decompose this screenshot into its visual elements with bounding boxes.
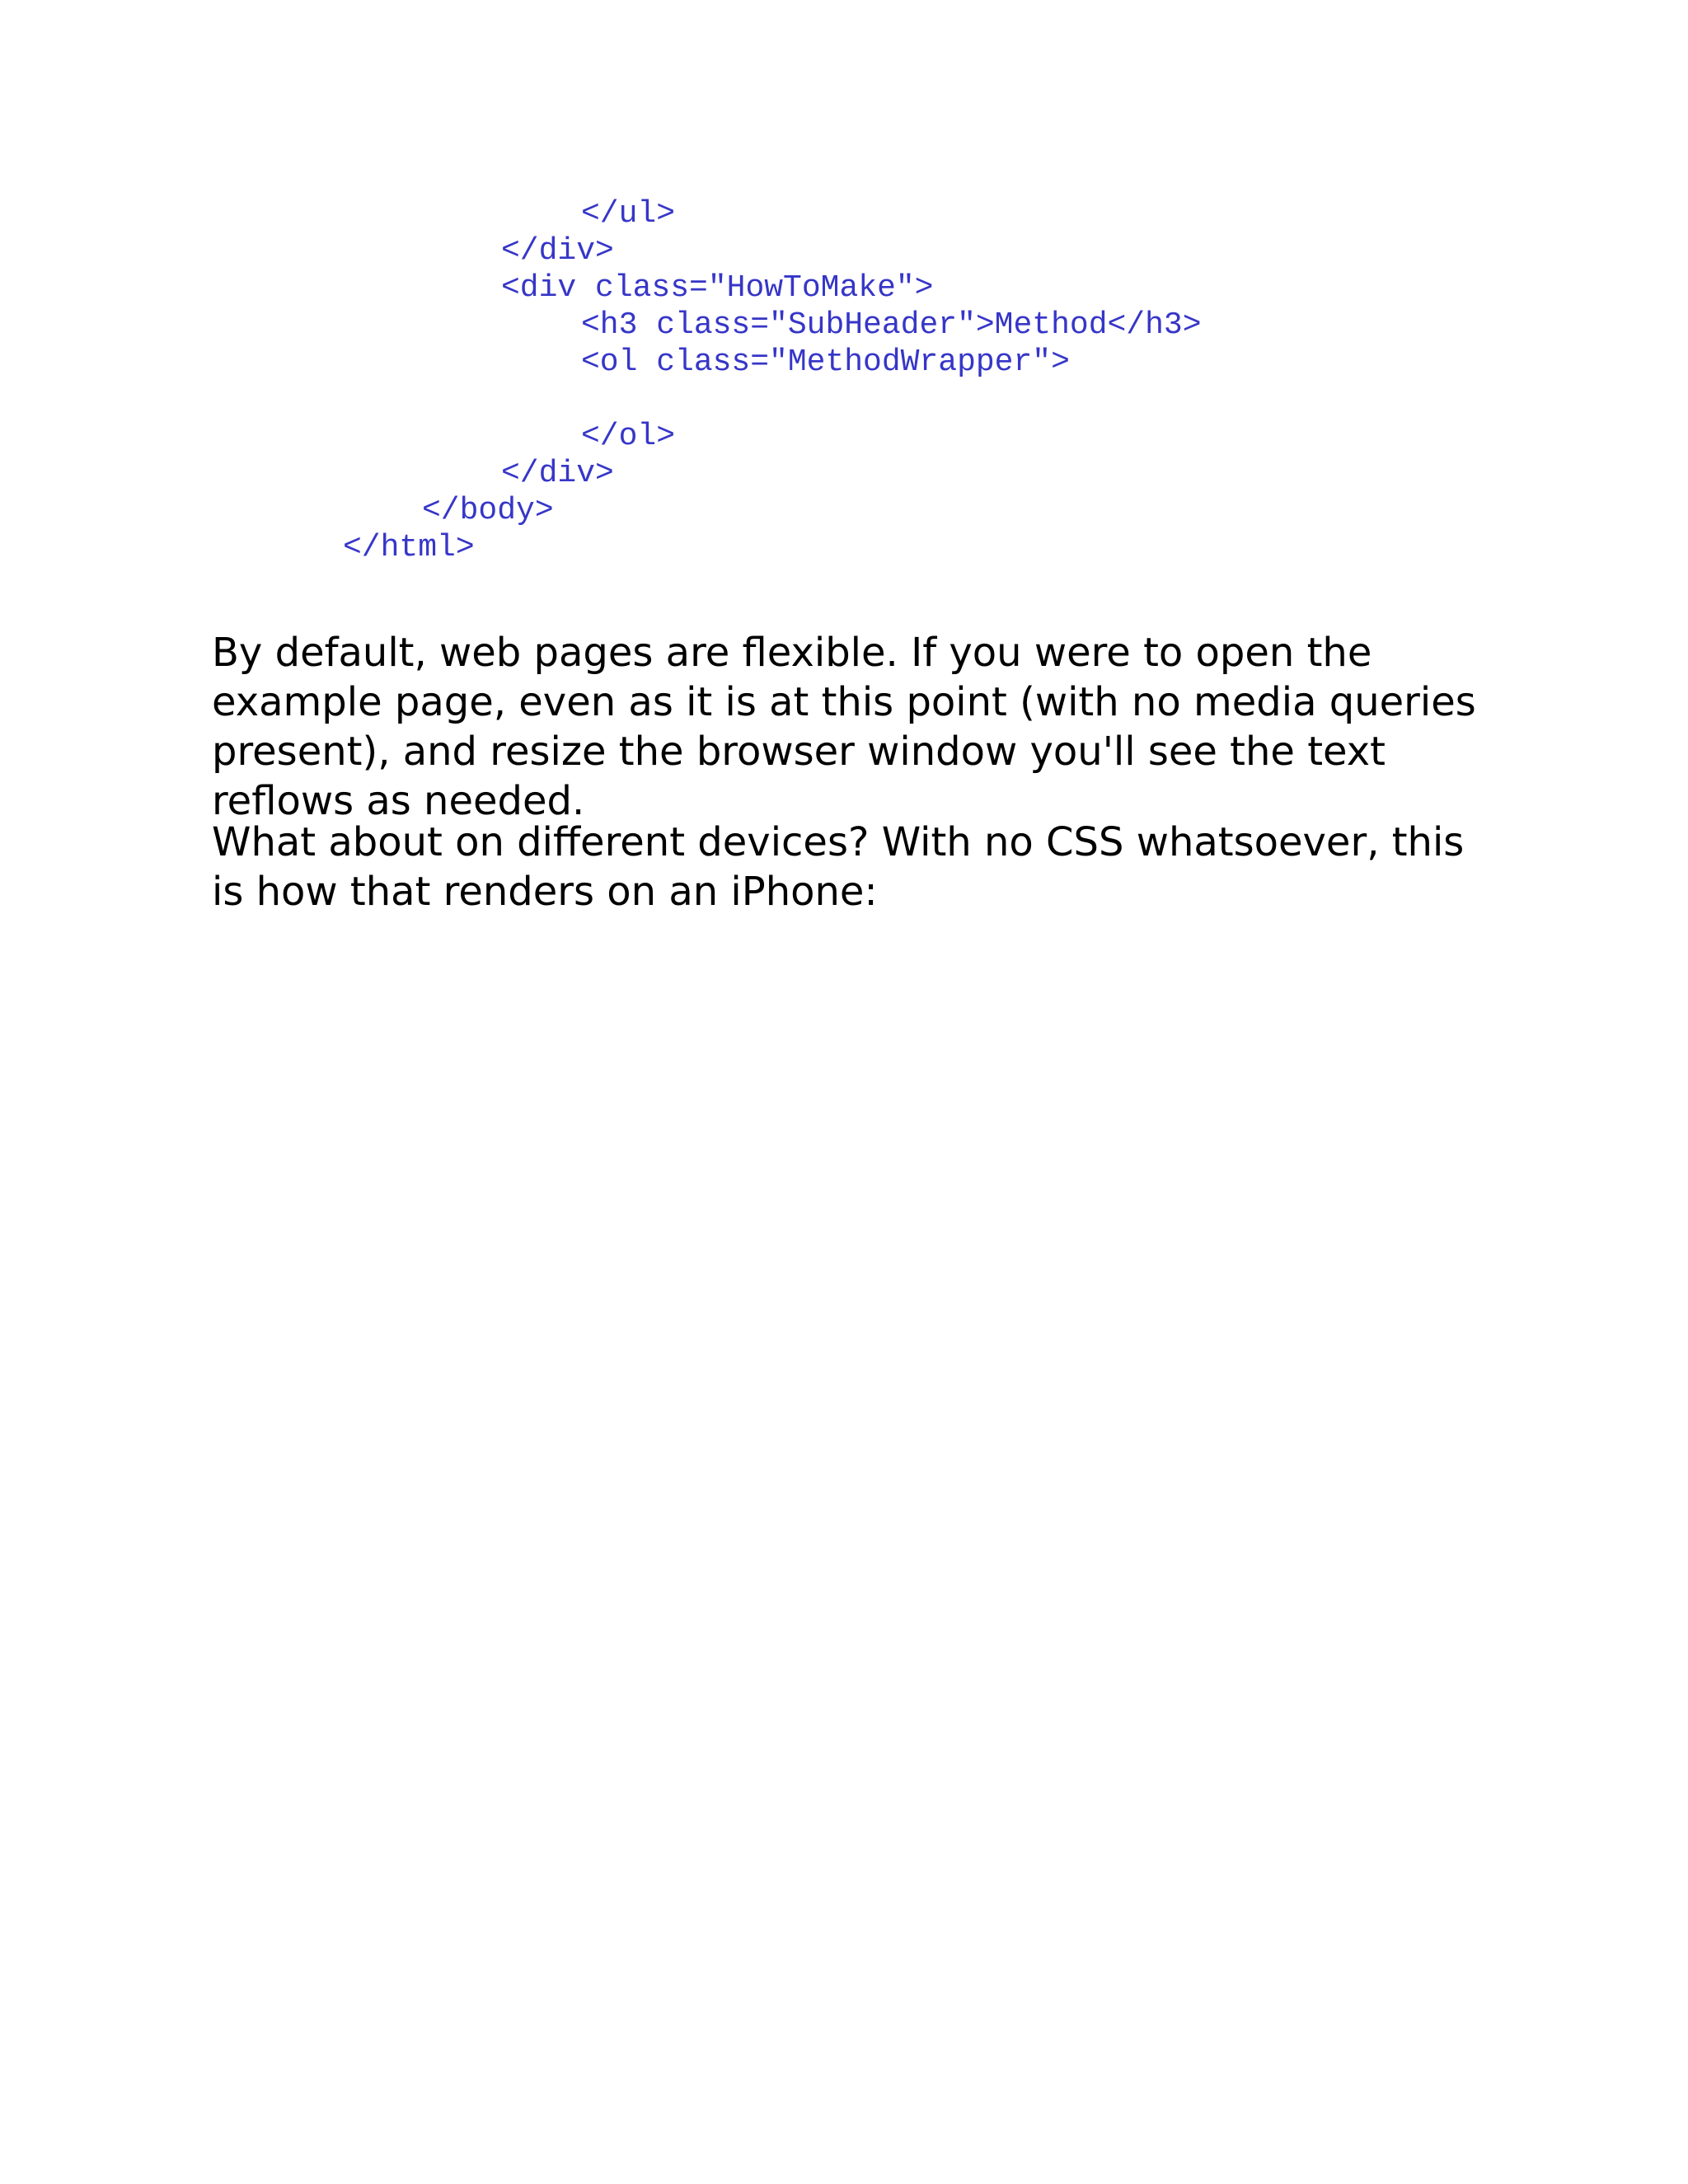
- code-line: </ul>: [581, 196, 676, 232]
- code-line: <ol class="MethodWrapper">: [581, 344, 1070, 380]
- paragraph-flexible-pages: By default, web pages are flexible. If you were to open the example page, even as it is at this point (with no media queries present), and resize the browser window you'll see the text reflows as needed.: [212, 630, 1476, 824]
- code-line: </body>: [422, 493, 554, 528]
- code-line: </div>: [501, 233, 614, 269]
- code-line: </html>: [343, 530, 475, 565]
- paragraph-different-devices: What about on different devices? With no CSS whatsoever, this is how that renders on an iPhone:: [212, 819, 1465, 915]
- code-snippet: [0, 196, 1688, 575]
- code-line: <h3 class="SubHeader">Method</h3>: [581, 307, 1202, 343]
- code-line: </ol>: [581, 419, 676, 454]
- code-line: </div>: [501, 456, 614, 491]
- code-line: <div class="HowToMake">: [501, 270, 934, 306]
